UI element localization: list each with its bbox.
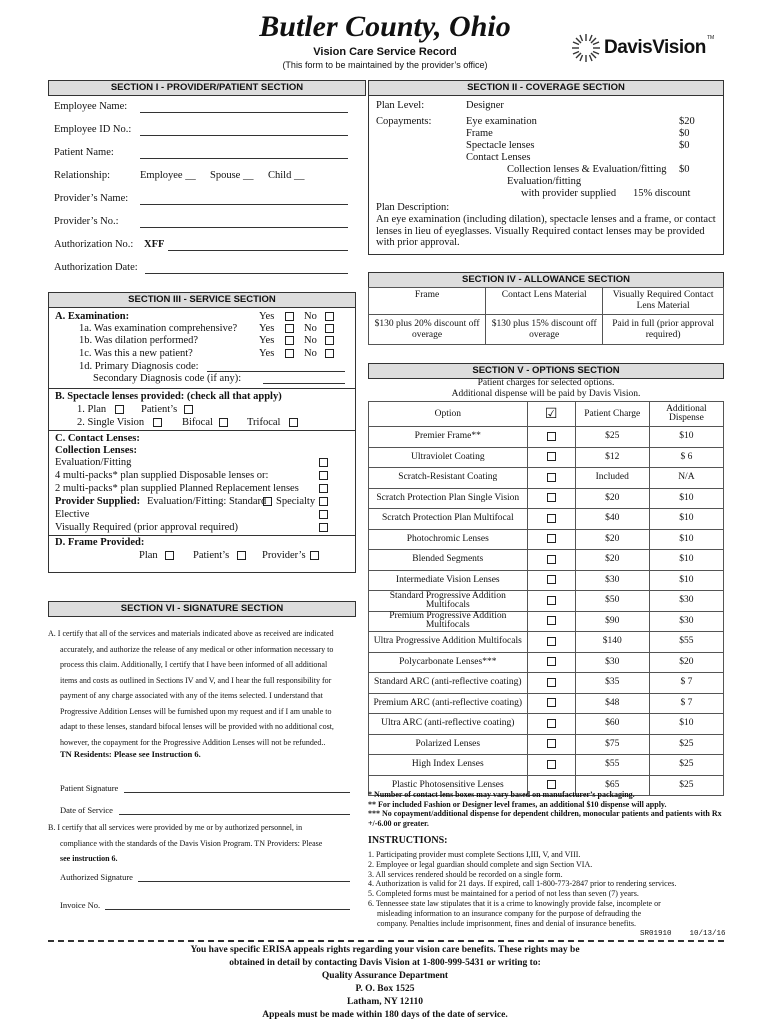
cert-a-line: however, the copayment for the Progressive Addition Lenses will not be refunded.. bbox=[60, 737, 326, 747]
checkbox[interactable] bbox=[310, 551, 319, 560]
option-name: Polarized Lenses bbox=[369, 734, 528, 755]
frame-provided-label: D. Frame Provided: bbox=[55, 537, 145, 548]
checkbox[interactable] bbox=[547, 739, 556, 748]
option-patient-charge: $20 bbox=[575, 529, 649, 550]
visually-required-label: Visually Required (prior approval required) bbox=[55, 522, 239, 533]
checkbox[interactable] bbox=[325, 312, 334, 321]
cert-b-line: compliance with the standards of the Davis Vision Program. TN Providers: Please bbox=[60, 838, 323, 848]
option-row bbox=[369, 652, 724, 673]
instructions-heading: INSTRUCTIONS: bbox=[368, 835, 448, 846]
allowance-value: $130 plus 15% discount off overage bbox=[486, 315, 603, 345]
option-patient-charge: $55 bbox=[575, 755, 649, 776]
option-name: Scratch-Resistant Coating bbox=[369, 468, 528, 489]
option-check-cell bbox=[527, 693, 575, 714]
cert-b-line: B. I certify that all services were provided by me or by authorized personnel, in bbox=[48, 823, 303, 832]
instruction-item: 5. Completed forms must be maintained for a period of not less than seven (7) years. bbox=[368, 889, 639, 899]
appeals-line: Quality Assurance Department bbox=[321, 971, 449, 981]
cert-a-line: process this claim. Additionally, I certify that I have been informed of all additional bbox=[60, 660, 328, 669]
authorized-signature-field[interactable] bbox=[138, 881, 350, 882]
option-name: Photochromic Lenses bbox=[369, 529, 528, 550]
checkbox[interactable] bbox=[319, 458, 328, 467]
checkbox[interactable] bbox=[219, 418, 228, 427]
no-label: No bbox=[304, 335, 317, 346]
checkbox[interactable] bbox=[547, 493, 556, 502]
option-additional-dispense: $20 bbox=[649, 652, 723, 673]
cut-line bbox=[48, 940, 724, 942]
option-row bbox=[369, 632, 724, 653]
provider-name-field[interactable] bbox=[140, 204, 348, 205]
option-check-cell bbox=[527, 570, 575, 591]
authorized-signature-label: Authorized Signature bbox=[60, 872, 133, 882]
option-check-cell bbox=[527, 652, 575, 673]
spectacle-patients-label: Patient’s bbox=[141, 404, 178, 415]
cert-a-line: A. I certify that all of the services and materials indicated above as received are indicated bbox=[48, 629, 334, 638]
option-additional-dispense: $10 bbox=[649, 714, 723, 735]
option-patient-charge: $30 bbox=[575, 652, 649, 673]
sunburst-icon bbox=[570, 32, 602, 64]
checkbox[interactable] bbox=[547, 473, 556, 482]
q1a-label: 1a. Was examination comprehensive? bbox=[79, 323, 238, 334]
option-check-cell bbox=[527, 755, 575, 776]
option-additional-dispense: $10 bbox=[649, 488, 723, 509]
option-row bbox=[369, 529, 724, 550]
primary-diagnosis-field[interactable] bbox=[207, 371, 345, 372]
elective-label: Elective bbox=[55, 509, 90, 520]
option-additional-dispense: $25 bbox=[649, 734, 723, 755]
checkbox[interactable] bbox=[285, 336, 294, 345]
plan-description-label: Plan Description: bbox=[376, 202, 450, 213]
checkbox[interactable] bbox=[285, 324, 294, 333]
option-row bbox=[369, 509, 724, 530]
employee-name-label: Employee Name: bbox=[54, 101, 128, 112]
option-name: Intermediate Vision Lenses bbox=[369, 570, 528, 591]
tn-residents-note: TN Residents: Please see Instruction 6. bbox=[60, 749, 201, 759]
collection-lenses-label: Collection lenses & Evaluation/fitting bbox=[507, 164, 667, 175]
divider bbox=[49, 535, 355, 536]
option-check-cell bbox=[527, 632, 575, 653]
checkbox[interactable] bbox=[547, 760, 556, 769]
options-header-dispense: Additional Dispense bbox=[649, 402, 723, 427]
divider bbox=[49, 388, 355, 389]
provider-supplied-label: Provider Supplied: bbox=[55, 496, 141, 507]
checkbox[interactable] bbox=[285, 349, 294, 358]
option-patient-charge: $25 bbox=[575, 427, 649, 448]
option-additional-dispense: $10 bbox=[649, 570, 723, 591]
examination-label: A. Examination: bbox=[55, 311, 130, 322]
no-label: No bbox=[304, 323, 317, 334]
no-label: No bbox=[304, 348, 317, 359]
with-provider-label: with provider supplied bbox=[521, 188, 617, 199]
option-check-cell bbox=[527, 468, 575, 489]
checkbox[interactable] bbox=[319, 471, 328, 480]
checkbox[interactable] bbox=[319, 484, 328, 493]
checkbox[interactable] bbox=[325, 336, 334, 345]
options-note-line: Additional dispense will be paid by Davis Vision. bbox=[451, 389, 641, 399]
options-table bbox=[368, 401, 724, 796]
checkbox[interactable] bbox=[547, 616, 556, 625]
option-patient-charge: $12 bbox=[575, 447, 649, 468]
allowance-header: Visually Required Contact Lens Material bbox=[603, 288, 724, 315]
checkbox[interactable] bbox=[319, 497, 328, 506]
form-subtitle: Vision Care Service Record bbox=[313, 46, 457, 58]
option-additional-dispense: $10 bbox=[649, 529, 723, 550]
checkbox[interactable] bbox=[547, 596, 556, 605]
checkbox[interactable] bbox=[153, 418, 162, 427]
patient-name-label: Patient Name: bbox=[54, 147, 114, 158]
logo-text: DavisVision bbox=[604, 37, 706, 58]
cert-a-line: accurately, and authorize the release of any medical or other information necessary to bbox=[60, 644, 334, 654]
option-additional-dispense: $10 bbox=[649, 550, 723, 571]
checkbox[interactable] bbox=[547, 719, 556, 728]
option-additional-dispense: $25 bbox=[649, 755, 723, 776]
instruction-item: 2. Employee or legal guardian should complete and sign Section VIA. bbox=[368, 859, 593, 869]
option-check-cell bbox=[527, 550, 575, 571]
checkbox[interactable] bbox=[319, 510, 328, 519]
spectacle-plan-label: 1. Plan bbox=[77, 404, 107, 415]
option-name: Ultraviolet Coating bbox=[369, 447, 528, 468]
checkbox[interactable] bbox=[547, 575, 556, 584]
option-name: Scratch Protection Plan Single Vision bbox=[369, 488, 528, 509]
option-row bbox=[369, 427, 724, 448]
relationship-label: Relationship: bbox=[54, 170, 110, 181]
checkbox[interactable] bbox=[547, 678, 556, 687]
option-row bbox=[369, 714, 724, 735]
section-4-heading: SECTION IV - ALLOWANCE SECTION bbox=[368, 272, 724, 288]
instruction-item: 4. Authorization is valid for 21 days. If expired, call 1-800-773-2847 prior to rendering services. bbox=[368, 879, 677, 889]
section-2-body bbox=[368, 95, 724, 255]
single-vision-label: 2. Single Vision bbox=[77, 417, 145, 428]
allowance-value: Paid in full (prior approval required) bbox=[603, 315, 724, 345]
option-patient-charge: $60 bbox=[575, 714, 649, 735]
checkbox[interactable] bbox=[325, 324, 334, 333]
option-name: Standard Progressive Addition Multifocals bbox=[369, 591, 528, 612]
footnote: ** For included Fashion or Designer level frames, an additional $10 dispense will apply. bbox=[368, 799, 667, 809]
option-patient-charge: $35 bbox=[575, 673, 649, 694]
checkbox[interactable] bbox=[289, 418, 298, 427]
section-6-heading: SECTION VI - SIGNATURE SECTION bbox=[48, 601, 356, 617]
checkbox[interactable] bbox=[237, 551, 246, 560]
option-name: Premium Progressive Addition Multifocals bbox=[369, 611, 528, 632]
option-name: Ultra ARC (anti-reflective coating) bbox=[369, 714, 528, 735]
checkbox[interactable] bbox=[547, 780, 556, 789]
options-header-patient: Patient Charge bbox=[575, 402, 649, 427]
secondary-diagnosis-label: Secondary Diagnosis code (if any): bbox=[93, 373, 242, 384]
relationship-employee[interactable]: Employee __ bbox=[140, 170, 196, 181]
instruction-item: 6. Tennessee state law stipulates that it is a crime to knowingly provide false, incomplete or bbox=[368, 898, 661, 908]
option-check-cell bbox=[527, 673, 575, 694]
cert-a-line: payment of any charge associated with any of the items selected. I understand that bbox=[60, 691, 323, 700]
employee-id-label: Employee ID No.: bbox=[54, 124, 132, 135]
trifocal-label: Trifocal bbox=[247, 417, 281, 428]
allowance-value: $130 plus 20% discount off overage bbox=[369, 315, 486, 345]
option-patient-charge: $40 bbox=[575, 509, 649, 530]
date-of-service-field[interactable] bbox=[119, 814, 350, 815]
checkbox[interactable] bbox=[285, 312, 294, 321]
no-label: No bbox=[304, 311, 317, 322]
cert-a-line: adapt to these lenses, standard bifocal lenses will be provided with no additional cost, bbox=[60, 722, 334, 731]
options-footnotes bbox=[368, 790, 724, 828]
checkbox[interactable] bbox=[547, 432, 556, 441]
specialty-label: Specialty bbox=[276, 496, 316, 507]
checkbox[interactable] bbox=[184, 405, 193, 414]
patient-name-field[interactable] bbox=[140, 158, 348, 159]
authorization-no-field[interactable] bbox=[168, 250, 348, 251]
copay-amount: $0 bbox=[679, 140, 690, 151]
allowance-header: Frame bbox=[369, 288, 486, 315]
employee-id-field[interactable] bbox=[140, 135, 348, 136]
checkbox[interactable] bbox=[547, 637, 556, 646]
employee-name-field[interactable] bbox=[140, 112, 348, 113]
contact-lenses-label: Contact Lenses bbox=[466, 152, 531, 163]
option-additional-dispense: $30 bbox=[649, 611, 723, 632]
provider-no-label: Provider’s No.: bbox=[54, 216, 119, 227]
option-row bbox=[369, 611, 724, 632]
checkbox[interactable] bbox=[319, 523, 328, 532]
copayments-label: Copayments: bbox=[376, 116, 432, 127]
instruction-item: 1. Participating provider must complete Sections I,III, V, and VIII. bbox=[368, 850, 581, 859]
cert-a-line: items and costs as outlined in Sections IV and V, and I hear the full responsibility for bbox=[60, 675, 332, 685]
option-additional-dispense: $ 6 bbox=[649, 447, 723, 468]
allowance-header: Contact Lens Material bbox=[486, 288, 603, 315]
cert-b-line: see instruction 6. bbox=[60, 854, 118, 863]
multipack-4-label: 4 multi-packs* plan supplied Disposable lenses or: bbox=[55, 470, 269, 481]
logo-trademark: TM bbox=[707, 35, 715, 41]
option-row bbox=[369, 550, 724, 571]
checkbox[interactable] bbox=[165, 551, 174, 560]
plan-description: An eye examination (including dilation), spectacle lenses and a frame, or contact lenses in lieu of eyeglasses. Visually Required contact lenses may be provided with prior approval. bbox=[376, 214, 716, 248]
option-additional-dispense: $ 7 bbox=[649, 673, 723, 694]
appeals-line: Latham, NY 12110 bbox=[347, 997, 423, 1007]
option-additional-dispense: $55 bbox=[649, 632, 723, 653]
option-additional-dispense: $10 bbox=[649, 427, 723, 448]
section-2-heading: SECTION II - COVERAGE SECTION bbox=[368, 80, 724, 96]
option-check-cell bbox=[527, 529, 575, 550]
invoice-no-label: Invoice No. bbox=[60, 900, 101, 910]
contact-lenses-label: C. Contact Lenses: bbox=[55, 433, 140, 444]
appeals-notice bbox=[0, 944, 770, 1022]
copay-item: Frame bbox=[466, 128, 493, 139]
option-check-cell bbox=[527, 714, 575, 735]
checkbox[interactable] bbox=[547, 555, 556, 564]
option-row bbox=[369, 693, 724, 714]
authorization-no-value: XFF bbox=[144, 239, 165, 250]
provider-no-field[interactable] bbox=[140, 227, 348, 228]
patient-signature-field[interactable] bbox=[124, 792, 350, 793]
copay-amount: $0 bbox=[679, 128, 690, 139]
checkbox[interactable] bbox=[115, 405, 124, 414]
option-patient-charge: $20 bbox=[575, 488, 649, 509]
option-row bbox=[369, 570, 724, 591]
option-patient-charge: $75 bbox=[575, 734, 649, 755]
option-patient-charge: $20 bbox=[575, 550, 649, 571]
option-name: Polycarbonate Lenses*** bbox=[369, 652, 528, 673]
section-1-body bbox=[48, 95, 366, 285]
q1b-label: 1b. Was dilation performed? bbox=[79, 335, 199, 346]
spectacle-lenses-label: B. Spectacle lenses provided: (check all that apply) bbox=[55, 391, 282, 402]
multipack-2-label: 2 multi-packs* plan supplied Planned Replacement lenses bbox=[55, 483, 299, 494]
cert-a-line: Progressive Addition Lenses will be furnished upon my request and if I am unable to bbox=[60, 706, 332, 716]
option-check-cell bbox=[527, 591, 575, 612]
instruction-item: misleading information to an insurance company for the purpose of defrauding the bbox=[377, 908, 642, 918]
collection-lenses-label: Collection Lenses: bbox=[55, 445, 137, 456]
checkbox[interactable] bbox=[547, 452, 556, 461]
authorization-date-label: Authorization Date: bbox=[54, 262, 138, 273]
section-5-heading: SECTION V - OPTIONS SECTION bbox=[368, 363, 724, 379]
frame-providers-label: Provider’s bbox=[262, 550, 306, 561]
form-note: (This form to be maintained by the provider’s office) bbox=[282, 60, 488, 70]
yes-label: Yes bbox=[259, 335, 275, 346]
option-check-cell bbox=[527, 427, 575, 448]
option-additional-dispense: $ 7 bbox=[649, 693, 723, 714]
appeals-line: obtained in detail by contacting Davis Vision at 1-800-999-5431 or writing to: bbox=[229, 958, 541, 968]
option-additional-dispense: $30 bbox=[649, 591, 723, 612]
date-of-service-label: Date of Service bbox=[60, 805, 113, 815]
appeals-line: Appeals must be made within 180 days of the date of service. bbox=[262, 1010, 508, 1020]
option-row bbox=[369, 447, 724, 468]
yes-label: Yes bbox=[259, 323, 275, 334]
provider-name-label: Provider’s Name: bbox=[54, 193, 129, 204]
davis-vision-logo bbox=[570, 32, 720, 64]
checkbox[interactable] bbox=[263, 497, 272, 506]
divider bbox=[49, 430, 355, 431]
checkbox[interactable] bbox=[325, 349, 334, 358]
yes-label: Yes bbox=[259, 348, 275, 359]
footnote: *** No copayment/additional dispense for dependent children, monocular patients and patients with Rx +/-6.00 or greater. bbox=[368, 809, 722, 828]
section-3-body bbox=[48, 307, 356, 573]
option-name: Ultra Progressive Addition Multifocals bbox=[369, 632, 528, 653]
option-patient-charge: $140 bbox=[575, 632, 649, 653]
option-name: High Index Lenses bbox=[369, 755, 528, 776]
section-3-heading: SECTION III - SERVICE SECTION bbox=[48, 292, 356, 308]
relationship-child[interactable]: Child __ bbox=[268, 170, 305, 181]
option-row bbox=[369, 673, 724, 694]
secondary-diagnosis-field[interactable] bbox=[263, 383, 345, 384]
option-patient-charge: $50 bbox=[575, 591, 649, 612]
option-name: Standard ARC (anti-reflective coating) bbox=[369, 673, 528, 694]
option-check-cell bbox=[527, 611, 575, 632]
option-row bbox=[369, 488, 724, 509]
section-6-body bbox=[48, 616, 354, 916]
option-check-cell bbox=[527, 509, 575, 530]
option-name: Plastic Photosensitive Lenses bbox=[369, 775, 528, 796]
options-note-line: Patient charges for selected options. bbox=[477, 378, 615, 388]
options-note bbox=[368, 378, 724, 400]
option-row bbox=[369, 734, 724, 755]
copay-item: Spectacle lenses bbox=[466, 140, 535, 151]
checkbox[interactable] bbox=[547, 657, 556, 666]
authorization-date-field[interactable] bbox=[145, 273, 348, 274]
eval-fitting-label: Evaluation/fitting bbox=[507, 176, 582, 187]
q1c-label: 1c. Was this a new patient? bbox=[79, 348, 193, 359]
section-1-heading: SECTION I - PROVIDER/PATIENT SECTION bbox=[48, 80, 366, 96]
collection-amount: $0 bbox=[679, 164, 690, 175]
option-check-cell bbox=[527, 447, 575, 468]
option-patient-charge: $30 bbox=[575, 570, 649, 591]
footnote: * Number of contact lens boxes may vary based on manufacturer’s packaging. bbox=[368, 790, 635, 799]
option-check-cell bbox=[527, 488, 575, 509]
option-row bbox=[369, 591, 724, 612]
page-title: Butler County, Ohio bbox=[259, 10, 511, 43]
option-additional-dispense: $25 bbox=[649, 775, 723, 796]
discount-value: 15% discount bbox=[633, 188, 691, 199]
option-patient-charge: $48 bbox=[575, 693, 649, 714]
options-header-check: ☑ bbox=[527, 402, 575, 427]
appeals-line: P. O. Box 1525 bbox=[355, 984, 415, 994]
options-header-option: Option bbox=[369, 402, 528, 427]
invoice-no-field[interactable] bbox=[105, 909, 350, 910]
form-code: SR01910 10/13/16 bbox=[640, 930, 726, 938]
primary-diagnosis-label: 1d. Primary Diagnosis code: bbox=[79, 361, 199, 372]
option-check-cell bbox=[527, 734, 575, 755]
option-name: Scratch Protection Plan Multifocal bbox=[369, 509, 528, 530]
checkbox[interactable] bbox=[547, 534, 556, 543]
instructions-list bbox=[368, 850, 724, 928]
option-name: Blended Segments bbox=[369, 550, 528, 571]
instruction-item: company. Penalties include imprisonment, fines and denial of insurance benefits. bbox=[377, 918, 636, 928]
relationship-spouse[interactable]: Spouse __ bbox=[210, 170, 254, 181]
yes-label: Yes bbox=[259, 311, 275, 322]
option-row bbox=[369, 468, 724, 489]
checkbox[interactable] bbox=[547, 514, 556, 523]
option-name: Premier Frame** bbox=[369, 427, 528, 448]
checkbox[interactable] bbox=[547, 698, 556, 707]
plan-level-label: Plan Level: bbox=[376, 100, 425, 111]
eval-fitting-label: Evaluation/Fitting bbox=[55, 457, 132, 468]
frame-plan-label: Plan bbox=[139, 550, 158, 561]
option-row bbox=[369, 755, 724, 776]
authorization-no-label: Authorization No.: bbox=[54, 239, 134, 250]
certification-a bbox=[48, 626, 358, 750]
copay-amount: $20 bbox=[679, 116, 695, 127]
allowance-table bbox=[368, 287, 724, 345]
option-patient-charge: $90 bbox=[575, 611, 649, 632]
option-additional-dispense: $10 bbox=[649, 509, 723, 530]
copay-item: Eye examination bbox=[466, 116, 537, 127]
patient-signature-label: Patient Signature bbox=[60, 783, 119, 793]
eval-standard-label: Evaluation/Fitting: Standard bbox=[147, 496, 267, 507]
frame-patients-label: Patient’s bbox=[193, 550, 230, 561]
option-name: Premium ARC (anti-reflective coating) bbox=[369, 693, 528, 714]
option-additional-dispense: N/A bbox=[649, 468, 723, 489]
option-patient-charge: $65 bbox=[575, 775, 649, 796]
bifocal-label: Bifocal bbox=[182, 417, 213, 428]
appeals-line: You have specific ERISA appeals rights regarding your vision care benefits. These rights may be bbox=[190, 945, 580, 955]
plan-level-value: Designer bbox=[466, 100, 504, 111]
certification-b bbox=[48, 820, 358, 867]
instruction-item: 3. All services rendered should be recorded on a single form. bbox=[368, 869, 563, 879]
option-patient-charge: Included bbox=[575, 468, 649, 489]
